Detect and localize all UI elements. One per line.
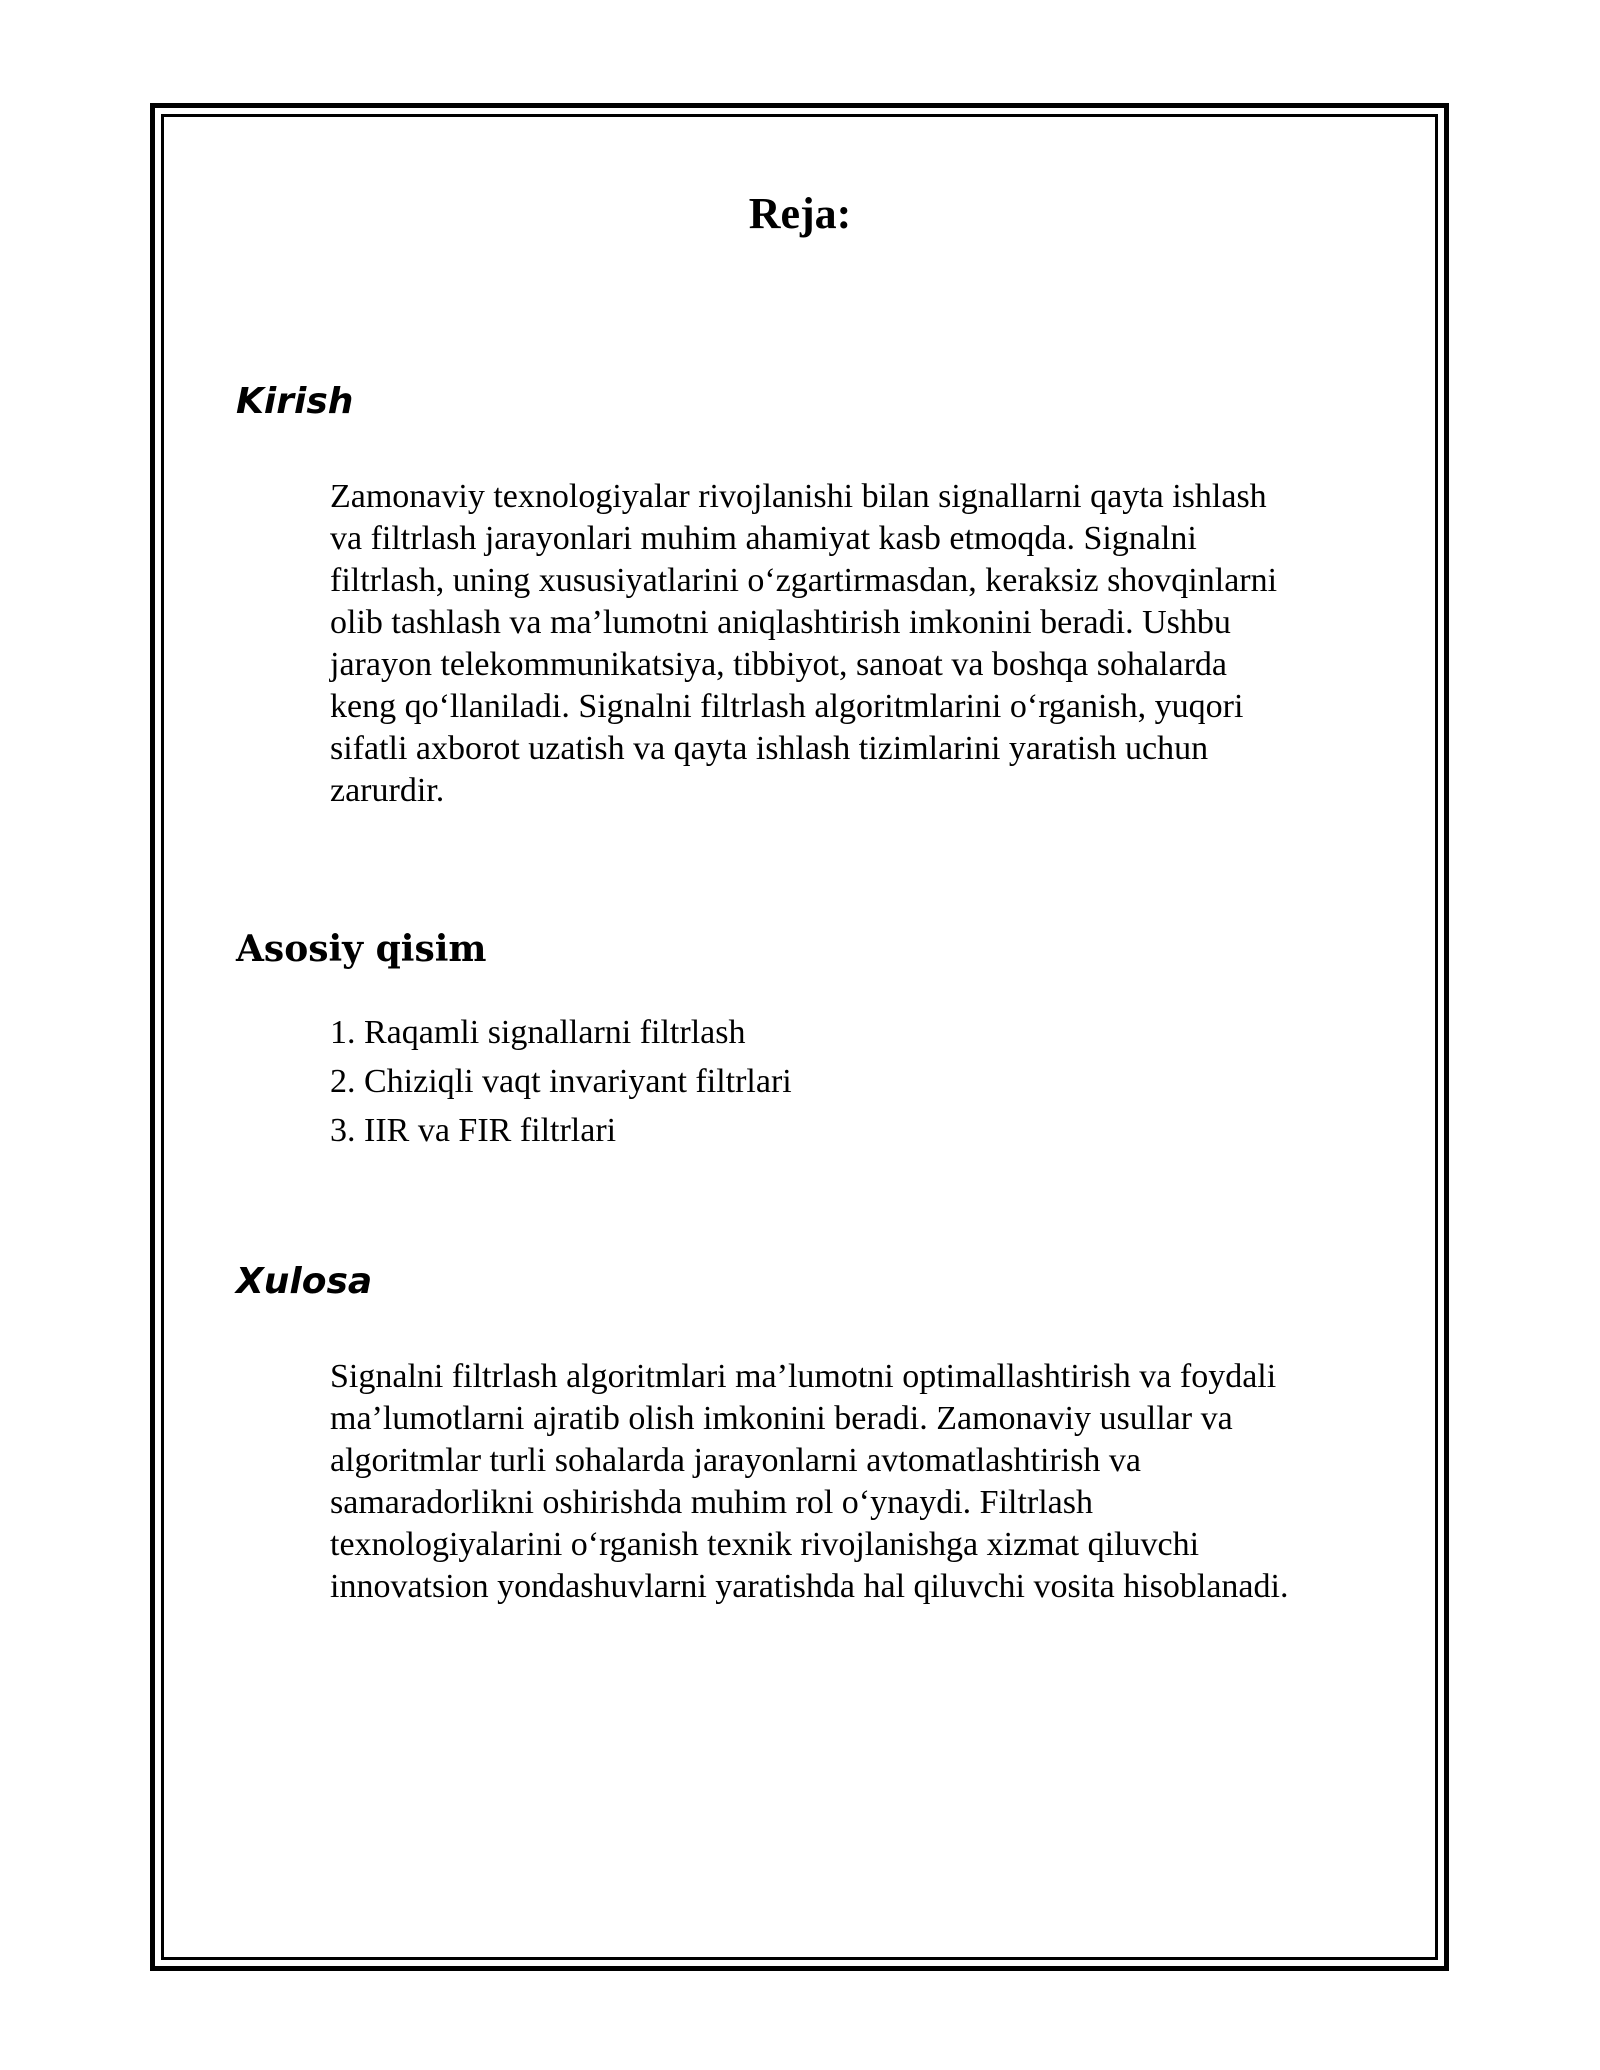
intro-line: jarayon telekommunikatsiya, tibbiyot, sanoat va boshqa sohalarda <box>330 646 1227 683</box>
list-item: 3. IIR va FIR filtrlari <box>330 1112 617 1149</box>
main-list <box>330 1008 792 1155</box>
list-item: 2. Chiziqli vaqt invariyant filtrlari <box>330 1063 792 1100</box>
intro-line: Zamonaviy texnologiyalar rivojlanishi bilan signallarni qayta ishlash <box>330 478 1267 515</box>
intro-line: sifatli axborot uzatish va qayta ishlash tizimlarini yaratish uchun <box>330 730 1209 767</box>
conclusion-line: Signalni filtrlash algoritmlari ma’lumotni optimallashtirish va foydali <box>330 1358 1277 1395</box>
list-item: 1. Raqamli signallarni filtrlash <box>330 1014 746 1051</box>
conclusion-line: samaradorlikni oshirishda muhim rol o‘ynaydi. Filtrlash <box>330 1484 1094 1521</box>
intro-line: filtrlash, uning xususiyatlarini o‘zgartirmasdan, keraksiz shovqinlarni <box>330 562 1278 599</box>
intro-heading: Kirish <box>236 381 354 422</box>
conclusion-line: texnologiyalarini o‘rganish texnik rivojlanishga xizmat qiluvchi <box>330 1526 1200 1563</box>
conclusion-paragraph <box>330 1356 1380 1608</box>
intro-paragraph <box>330 476 1380 812</box>
page-title: Reja: <box>748 189 852 238</box>
main-heading: Asosiy qisim <box>236 928 487 970</box>
conclusion-line: ma’lumotlarni ajratib olish imkonini beradi. Zamonaviy usullar va <box>330 1400 1233 1437</box>
intro-line: zarurdir. <box>330 772 445 809</box>
intro-line: olib tashlash va ma’lumotni aniqlashtirish imkonini beradi. Ushbu <box>330 604 1231 641</box>
conclusion-line: innovatsion yondashuvlarni yaratishda hal qiluvchi vosita hisoblanadi. <box>330 1568 1289 1605</box>
intro-line: keng qo‘llaniladi. Signalni filtrlash algoritmlarini o‘rganish, yuqori <box>330 688 1244 725</box>
conclusion-heading: Xulosa <box>236 1261 373 1302</box>
conclusion-line: algoritmlar turli sohalarda jarayonlarni avtomatlashtirish va <box>330 1442 1142 1479</box>
intro-line: va filtrlash jarayonlari muhim ahamiyat kasb etmoqda. Signalni <box>330 520 1197 557</box>
